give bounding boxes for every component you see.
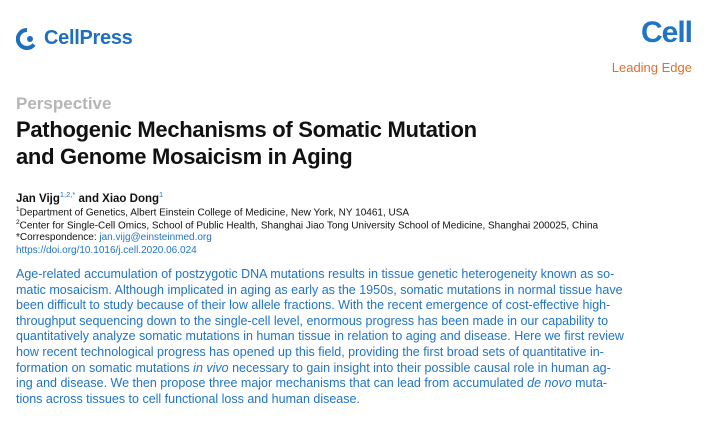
title-line-2: and Genome Mosaicism in Aging xyxy=(16,144,353,169)
abstract-line: tions across tissues to cell functional loss and human disease. xyxy=(16,391,360,406)
cellpress-logo[interactable] xyxy=(16,27,132,50)
journal-header xyxy=(0,0,712,90)
abstract-line: been difficult to study because of their low allele fractions. With the recent emergence of cost-effective high- xyxy=(16,298,611,313)
abstract xyxy=(16,267,702,407)
journal-logo[interactable]: Cell xyxy=(640,16,692,49)
abstract-line: matic mosaicism. Although implicated in aging as early as the 1950s, somatic mutations in normal tissue have xyxy=(16,282,623,297)
abstract-line xyxy=(16,361,702,377)
abstract-line: quantitatively analyze somatic mutations in human tissue in relation to aging and disease. Here we first review xyxy=(16,329,624,344)
title-line-1: Pathogenic Mechanisms of Somatic Mutation xyxy=(16,117,477,142)
affiliation-text: Department of Genetics, Albert Einstein College of Medicine, New York, NY 10461, USA xyxy=(19,207,410,219)
article-title xyxy=(16,116,656,170)
abstract-text: necessary to gain insight into their possible causal role in human ag- xyxy=(228,360,611,375)
abstract-text: formation on somatic mutations xyxy=(16,360,194,375)
cellpress-icon xyxy=(16,28,38,50)
author-list xyxy=(16,190,163,205)
author-affiliation-marker: 1 xyxy=(159,190,164,199)
affiliation-text: Center for Single-Cell Omics, School of Public Health, Shanghai Jiao Tong University School of Medicine, Shanghai 200025, China xyxy=(19,220,599,232)
doi-link[interactable]: https://doi.org/10.1016/j.cell.2020.06.024 xyxy=(16,245,197,256)
author-name[interactable]: Xiao Dong xyxy=(102,192,160,205)
abstract-italic-term: in vivo xyxy=(193,360,229,375)
affiliation-1 xyxy=(16,206,409,218)
correspondence-label: *Correspondence: xyxy=(16,232,100,243)
abstract-line: throughput sequencing down to the single-cell level, enormous progress has been made in our capability to xyxy=(16,313,609,328)
article-type: Perspective xyxy=(16,94,112,113)
author-affiliation-marker: 1,2,* xyxy=(59,190,76,199)
abstract-line: Age-related accumulation of postzygotic DNA mutations results in tissue genetic heterogeneity known as so- xyxy=(16,267,615,281)
abstract-italic-term: de novo xyxy=(527,376,572,391)
correspondence-email-link[interactable]: jan.vijg@einsteinmed.org xyxy=(99,232,212,243)
abstract-line xyxy=(16,376,702,392)
abstract-line: how recent technological progress has opened up this field, providing the first broad sets of quantitative in- xyxy=(16,344,604,359)
correspondence xyxy=(16,232,212,243)
affiliation-2 xyxy=(16,219,598,231)
affiliation-number: 2 xyxy=(16,219,20,226)
journal-section: Leading Edge xyxy=(611,60,692,75)
affiliation-number: 1 xyxy=(16,206,20,213)
abstract-text: muta- xyxy=(571,376,608,391)
publisher-name: CellPress xyxy=(44,27,133,49)
author-name[interactable]: Jan Vijg xyxy=(16,192,60,205)
abstract-text: ing and disease. We then propose three major mechanisms that can lead from accumulated xyxy=(16,376,528,391)
author-separator: and xyxy=(75,192,103,205)
